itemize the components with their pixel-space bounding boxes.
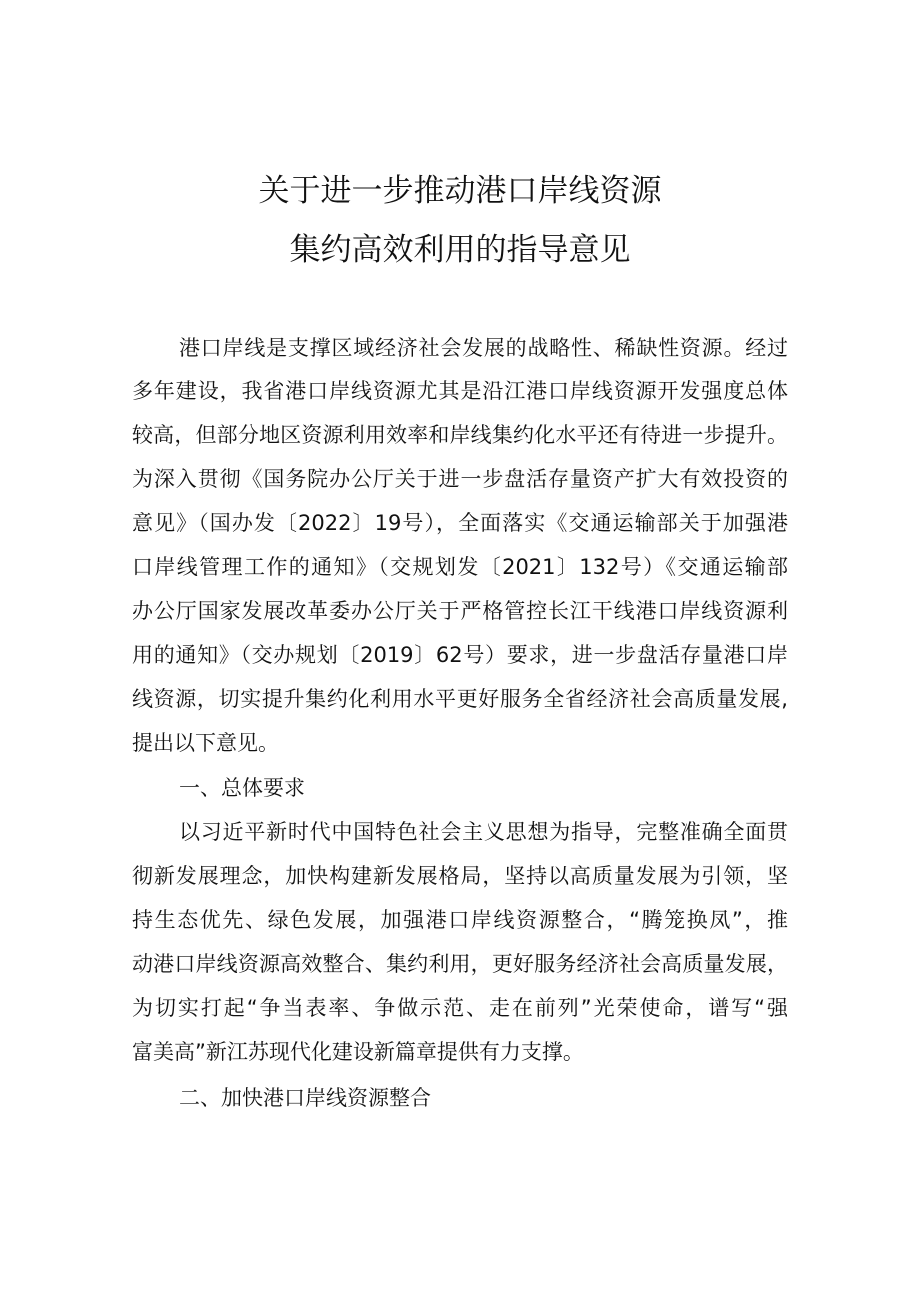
document-title-line-1: 关于进一步推动港口岸线资源: [258, 173, 662, 209]
paragraph-line: 多年建设，我省港口岸线资源尤其是沿江港口岸线资源开发强度总体: [132, 379, 788, 403]
paragraph-line: 港口岸线是支撑区域经济社会发展的战略性、稀缺性资源。经过: [179, 336, 788, 360]
paragraph-line: 意见》（国办发〔2022〕19号），全面落实《交通运输部关于加强港: [132, 511, 788, 535]
paragraph-line: 线资源，切实提升集约化利用水平更好服务全省经济社会高质量发展,: [132, 687, 788, 711]
document-title-line-2: 集约高效利用的指导意见: [289, 232, 631, 268]
paragraph-line: 办公厅国家发展改革委办公厅关于严格管控长江干线港口岸线资源利: [132, 599, 788, 623]
paragraph-line: 动港口岸线资源高效整合、集约利用，更好服务经济社会高质量发展，: [132, 952, 788, 976]
paragraph-line: 为深入贯彻《国务院办公厅关于进一步盘活存量资产扩大有效投资的: [132, 467, 788, 491]
paragraph-line: 为切实打起“争当表率、争做示范、走在前列”光荣使命，谱写“强: [132, 996, 788, 1020]
section-heading-1: 一、总体要求: [179, 776, 305, 800]
section-heading-2: 二、加快港口岸线资源整合: [179, 1086, 431, 1110]
paragraph-line: 用的通知》（交办规划〔2019〕62号）要求，进一步盘活存量港口岸: [132, 643, 788, 667]
paragraph-line: 较高，但部分地区资源利用效率和岸线集约化水平还有待进一步提升。: [132, 423, 788, 447]
paragraph-line: 口岸线管理工作的通知》（交规划发〔2021〕132号）《交通运输部: [132, 555, 788, 579]
paragraph-line: 持生态优先、绿色发展，加强港口岸线资源整合，“腾笼换凤”，推: [132, 908, 788, 932]
paragraph-line: 彻新发展理念，加快构建新发展格局，坚持以高质量发展为引领，坚: [132, 864, 788, 888]
paragraph-line: 提出以下意见。: [132, 731, 279, 755]
paragraph-line: 富美高”新江苏现代化建设新篇章提供有力支撑。: [132, 1040, 584, 1064]
paragraph-line: 以习近平新时代中国特色社会主义思想为指导，完整准确全面贯: [179, 820, 788, 844]
